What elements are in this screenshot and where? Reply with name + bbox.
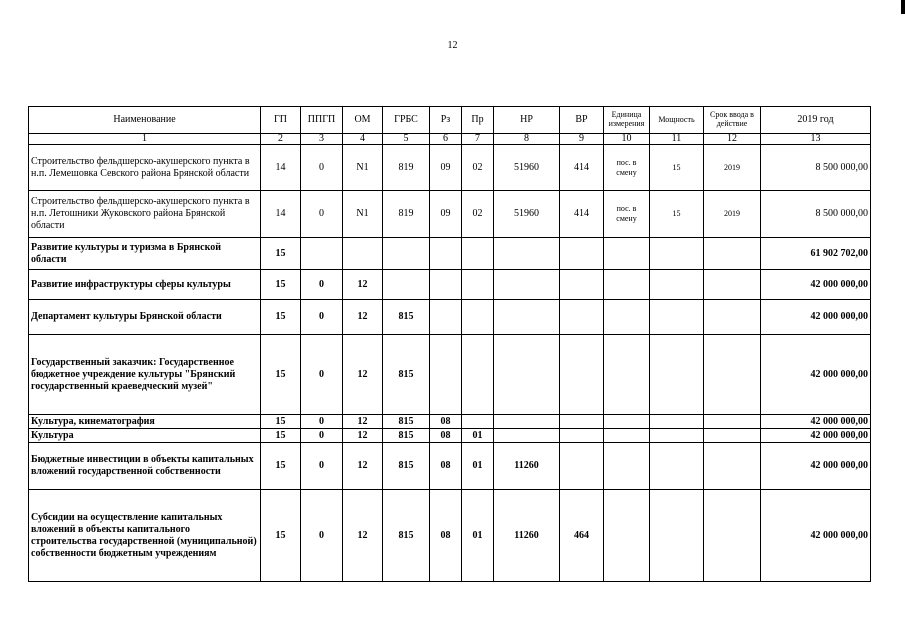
row-ppgp: 0 — [301, 270, 343, 300]
column-number: 10 — [604, 134, 650, 145]
row-gp: 15 — [261, 490, 301, 582]
header-name: Наименование — [29, 107, 261, 134]
row-unit: пос. в смену — [604, 191, 650, 238]
row-name: Бюджетные инвестиции в объекты капитальных вложений государственной собственности — [29, 443, 261, 490]
row-grbs: 815 — [383, 300, 430, 335]
row-name: Государственный заказчик: Государственное бюджетное учреждение культуры "Брянский государственный краеведческий музей" — [29, 335, 261, 415]
row-amount: 42 000 000,00 — [761, 415, 871, 429]
row-gp: 15 — [261, 238, 301, 270]
row-vr — [560, 300, 604, 335]
row-ppgp — [301, 238, 343, 270]
row-capacity — [650, 415, 704, 429]
row-gp: 15 — [261, 443, 301, 490]
column-number: 12 — [704, 134, 761, 145]
row-deadline — [704, 335, 761, 415]
header-ppgp: ППГП — [301, 107, 343, 134]
row-name: Развитие культуры и туризма в Брянской области — [29, 238, 261, 270]
table-row — [29, 238, 871, 270]
row-pr — [462, 238, 494, 270]
row-name: Культура — [29, 429, 261, 443]
row-unit — [604, 415, 650, 429]
row-om: 12 — [343, 429, 383, 443]
row-np: 51960 — [494, 145, 560, 191]
row-rz: 08 — [430, 443, 462, 490]
row-amount: 8 500 000,00 — [761, 191, 871, 238]
row-rz: 08 — [430, 415, 462, 429]
row-np — [494, 270, 560, 300]
table-row — [29, 145, 871, 191]
column-number: 9 — [560, 134, 604, 145]
row-unit — [604, 270, 650, 300]
row-rz: 09 — [430, 145, 462, 191]
row-rz: 08 — [430, 429, 462, 443]
row-capacity — [650, 335, 704, 415]
row-unit — [604, 443, 650, 490]
table-row — [29, 335, 871, 415]
row-rz — [430, 300, 462, 335]
header-deadline: Срок ввода в действие — [704, 107, 761, 134]
row-unit: пос. в смену — [604, 145, 650, 191]
row-np — [494, 238, 560, 270]
column-number: 6 — [430, 134, 462, 145]
row-om: 12 — [343, 415, 383, 429]
row-grbs: 815 — [383, 429, 430, 443]
row-pr — [462, 300, 494, 335]
row-ppgp: 0 — [301, 429, 343, 443]
row-np: 11260 — [494, 490, 560, 582]
row-ppgp: 0 — [301, 300, 343, 335]
row-gp: 14 — [261, 145, 301, 191]
column-number: 7 — [462, 134, 494, 145]
row-ppgp: 0 — [301, 490, 343, 582]
column-number: 5 — [383, 134, 430, 145]
scan-edge-mark — [901, 0, 905, 14]
row-grbs: 815 — [383, 415, 430, 429]
header-row — [29, 107, 871, 134]
row-deadline: 2019 — [704, 191, 761, 238]
column-number: 11 — [650, 134, 704, 145]
column-number: 2 — [261, 134, 301, 145]
table-row — [29, 300, 871, 335]
row-np — [494, 415, 560, 429]
row-vr: 414 — [560, 191, 604, 238]
row-vr — [560, 335, 604, 415]
row-capacity — [650, 443, 704, 490]
row-amount: 42 000 000,00 — [761, 490, 871, 582]
row-amount: 42 000 000,00 — [761, 300, 871, 335]
row-capacity — [650, 270, 704, 300]
row-vr — [560, 270, 604, 300]
row-rz — [430, 238, 462, 270]
row-capacity: 15 — [650, 191, 704, 238]
column-number: 3 — [301, 134, 343, 145]
row-rz — [430, 270, 462, 300]
row-ppgp: 0 — [301, 335, 343, 415]
column-number: 8 — [494, 134, 560, 145]
row-amount: 61 902 702,00 — [761, 238, 871, 270]
column-number: 1 — [29, 134, 261, 145]
row-unit — [604, 238, 650, 270]
row-grbs: 815 — [383, 443, 430, 490]
row-pr: 01 — [462, 429, 494, 443]
row-gp: 15 — [261, 429, 301, 443]
row-om: N1 — [343, 145, 383, 191]
row-name: Департамент культуры Брянской области — [29, 300, 261, 335]
header-grbs: ГРБС — [383, 107, 430, 134]
row-capacity — [650, 490, 704, 582]
row-amount: 42 000 000,00 — [761, 443, 871, 490]
table-row — [29, 415, 871, 429]
row-grbs: 815 — [383, 490, 430, 582]
row-deadline — [704, 415, 761, 429]
row-np: 51960 — [494, 191, 560, 238]
row-pr — [462, 335, 494, 415]
row-vr: 414 — [560, 145, 604, 191]
row-deadline: 2019 — [704, 145, 761, 191]
row-amount: 8 500 000,00 — [761, 145, 871, 191]
row-ppgp: 0 — [301, 415, 343, 429]
row-unit — [604, 300, 650, 335]
row-rz: 08 — [430, 490, 462, 582]
row-om: 12 — [343, 335, 383, 415]
header-year: 2019 год — [761, 107, 871, 134]
row-pr: 02 — [462, 191, 494, 238]
header-pr: Пр — [462, 107, 494, 134]
column-number-row — [29, 134, 871, 145]
row-capacity — [650, 238, 704, 270]
row-grbs — [383, 238, 430, 270]
row-pr — [462, 415, 494, 429]
row-deadline — [704, 443, 761, 490]
row-gp: 14 — [261, 191, 301, 238]
row-gp: 15 — [261, 270, 301, 300]
row-amount: 42 000 000,00 — [761, 270, 871, 300]
row-name: Строительство фельдшерско-акушерского пункта в н.п. Лемешовка Севского района Брянской области — [29, 145, 261, 191]
row-deadline — [704, 238, 761, 270]
table-row — [29, 270, 871, 300]
row-vr — [560, 443, 604, 490]
table-row — [29, 191, 871, 238]
row-vr — [560, 415, 604, 429]
table-row — [29, 443, 871, 490]
row-capacity — [650, 429, 704, 443]
row-om: 12 — [343, 270, 383, 300]
row-grbs — [383, 270, 430, 300]
row-grbs: 815 — [383, 335, 430, 415]
row-gp: 15 — [261, 300, 301, 335]
row-om — [343, 238, 383, 270]
row-pr: 01 — [462, 443, 494, 490]
table-row — [29, 429, 871, 443]
row-om: 12 — [343, 443, 383, 490]
row-np — [494, 335, 560, 415]
row-gp: 15 — [261, 335, 301, 415]
table-row — [29, 490, 871, 582]
row-om: N1 — [343, 191, 383, 238]
page-number: 12 — [447, 40, 458, 51]
row-amount: 42 000 000,00 — [761, 335, 871, 415]
row-gp: 15 — [261, 415, 301, 429]
row-rz: 09 — [430, 191, 462, 238]
row-deadline — [704, 490, 761, 582]
header-gp: ГП — [261, 107, 301, 134]
row-name: Строительство фельдшерско-акушерского пункта в н.п. Летошники Жуковского района Брянской области — [29, 191, 261, 238]
row-unit — [604, 490, 650, 582]
row-pr: 01 — [462, 490, 494, 582]
row-ppgp: 0 — [301, 145, 343, 191]
row-amount: 42 000 000,00 — [761, 429, 871, 443]
row-grbs: 819 — [383, 191, 430, 238]
row-name: Развитие инфраструктуры сферы культуры — [29, 270, 261, 300]
header-capacity: Мощность — [650, 107, 704, 134]
row-name: Субсидии на осуществление капитальных вложений в объекты капитального строительства государственной (муниципальной) собственности бюджетным учреждениям — [29, 490, 261, 582]
header-unit: Единица измерения — [604, 107, 650, 134]
column-number: 4 — [343, 134, 383, 145]
budget-table — [28, 106, 871, 582]
row-np: 11260 — [494, 443, 560, 490]
row-vr — [560, 429, 604, 443]
row-om: 12 — [343, 300, 383, 335]
row-unit — [604, 429, 650, 443]
header-rz: Рз — [430, 107, 462, 134]
row-np — [494, 429, 560, 443]
row-grbs: 819 — [383, 145, 430, 191]
row-capacity — [650, 300, 704, 335]
row-pr: 02 — [462, 145, 494, 191]
row-ppgp: 0 — [301, 443, 343, 490]
header-np: НР — [494, 107, 560, 134]
row-name: Культура, кинематография — [29, 415, 261, 429]
row-vr — [560, 238, 604, 270]
header-vr: ВР — [560, 107, 604, 134]
row-unit — [604, 335, 650, 415]
row-deadline — [704, 270, 761, 300]
row-deadline — [704, 429, 761, 443]
row-np — [494, 300, 560, 335]
row-capacity: 15 — [650, 145, 704, 191]
row-vr: 464 — [560, 490, 604, 582]
row-rz — [430, 335, 462, 415]
row-ppgp: 0 — [301, 191, 343, 238]
header-om: ОМ — [343, 107, 383, 134]
row-pr — [462, 270, 494, 300]
row-deadline — [704, 300, 761, 335]
row-om: 12 — [343, 490, 383, 582]
column-number: 13 — [761, 134, 871, 145]
